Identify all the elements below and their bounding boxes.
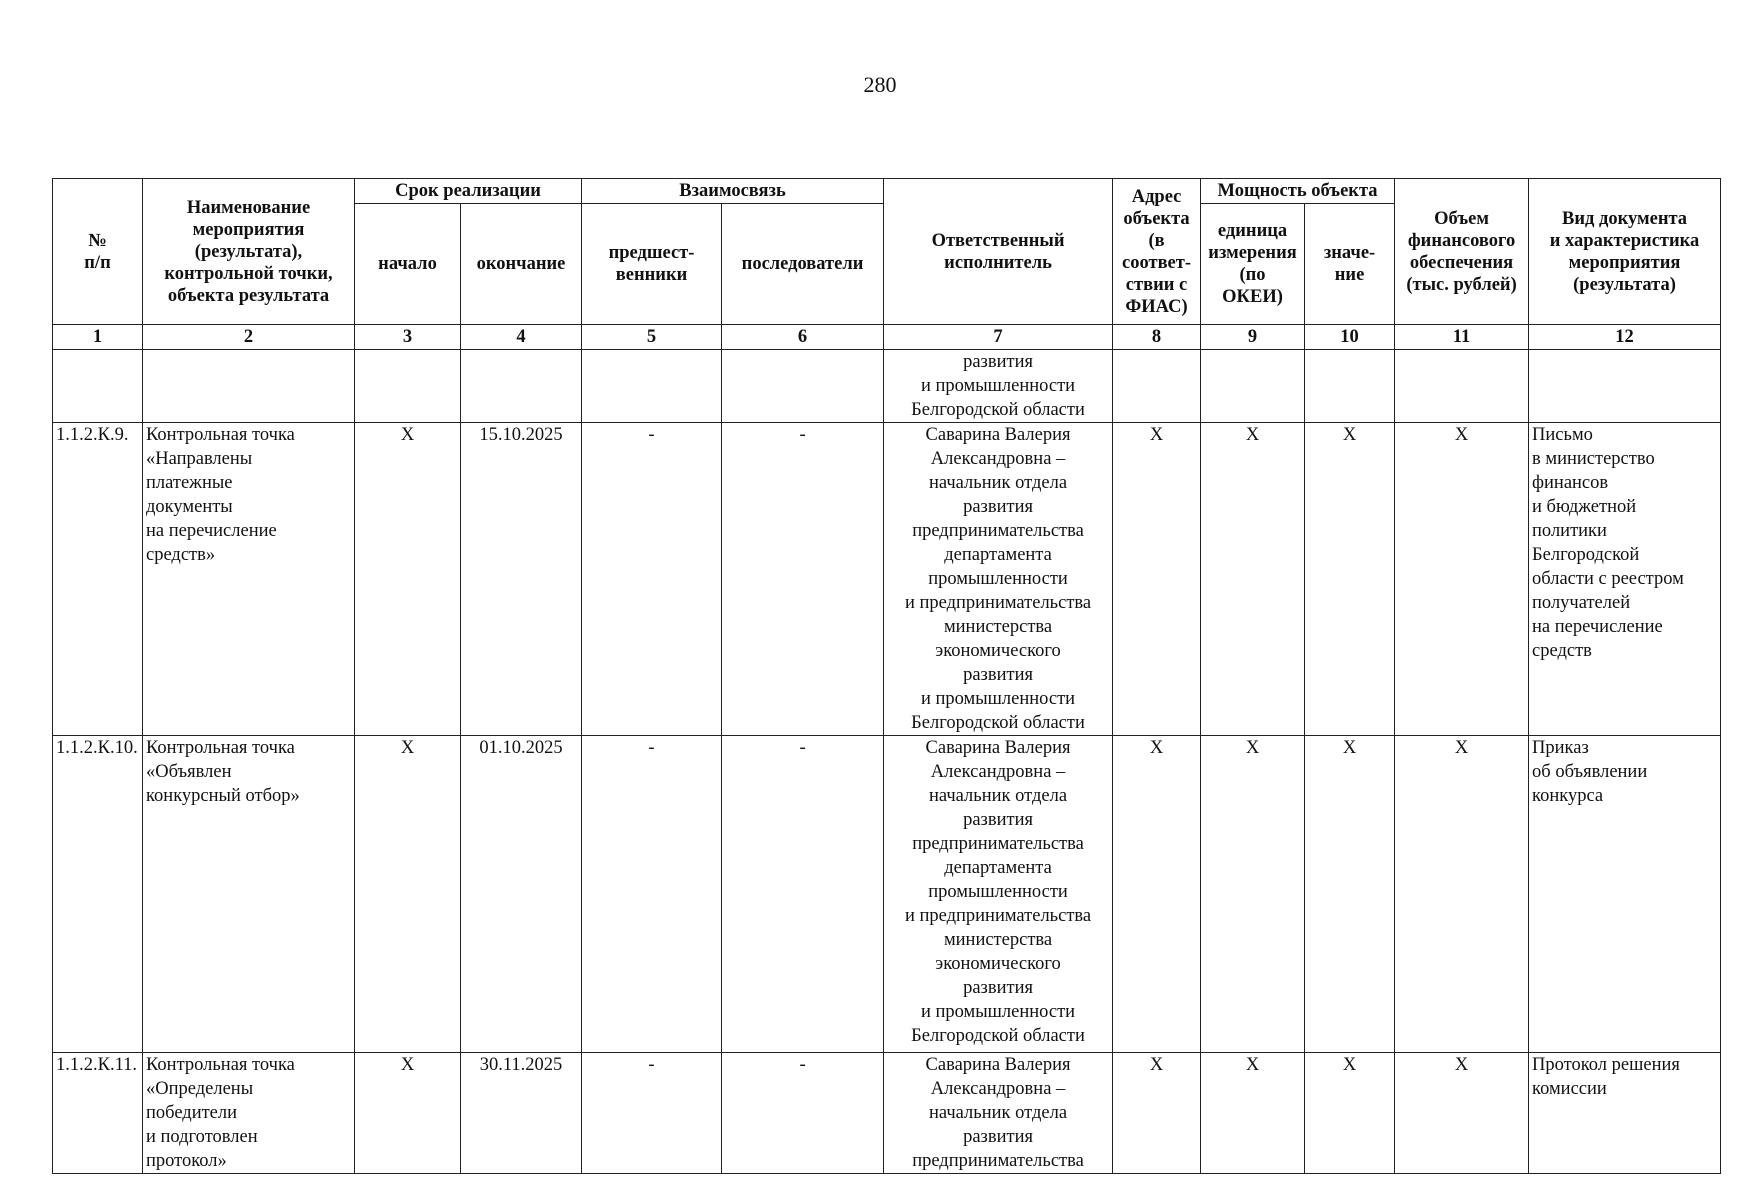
header-group-power: Мощность объекта (1201, 179, 1395, 204)
cell-name: Контрольная точка «Объявлен конкурсный отбор» (143, 736, 355, 1053)
column-number: 4 (461, 325, 582, 350)
header-name: Наименование мероприятия (результата), контрольной точки, объекта результата (143, 179, 355, 325)
cell-start: X (355, 1053, 461, 1174)
cell-number: 1.1.2.К.10. (53, 736, 143, 1053)
cell-unit: X (1201, 423, 1305, 736)
header-number: № п/п (53, 179, 143, 325)
column-number: 3 (355, 325, 461, 350)
table-body (53, 350, 1721, 1174)
cell-finance: X (1395, 1053, 1529, 1174)
header-unit: единица измерения (по ОКЕИ) (1201, 204, 1305, 325)
header-finance: Объем финансового обеспечения (тыс. рублей) (1395, 179, 1529, 325)
header-group-link: Взаимосвязь (582, 179, 884, 204)
cell-unit (1201, 350, 1305, 423)
cell-predecessors: - (582, 423, 722, 736)
header-responsible: Ответственный исполнитель (884, 179, 1113, 325)
table-row (53, 1053, 1721, 1174)
cell-finance: X (1395, 423, 1529, 736)
cell-successors: - (722, 423, 884, 736)
cell-finance: X (1395, 736, 1529, 1053)
cell-address (1113, 350, 1201, 423)
cell-address: X (1113, 736, 1201, 1053)
cell-responsible: Саварина Валерия Александровна – начальник отдела развития предпринимательства департамента промышленности и предпринимательства министерства экономического развития и промышленности Белгородской области (884, 736, 1113, 1053)
table-row (53, 736, 1721, 1053)
cell-document: Письмо в министерство финансов и бюджетной политики Белгородской области с реестром получателей на перечисление средств (1529, 423, 1721, 736)
table-header (53, 179, 1721, 350)
header-group-term: Срок реализации (355, 179, 582, 204)
cell-address: X (1113, 1053, 1201, 1174)
cell-number: 1.1.2.К.9. (53, 423, 143, 736)
header-document: Вид документа и характеристика мероприятия (результата) (1529, 179, 1721, 325)
cell-end: 30.11.2025 (461, 1053, 582, 1174)
cell-value: X (1305, 423, 1395, 736)
cell-number (53, 350, 143, 423)
header-start: начало (355, 204, 461, 325)
cell-successors (722, 350, 884, 423)
cell-name: Контрольная точка «Определены победители и подготовлен протокол» (143, 1053, 355, 1174)
cell-responsible: Саварина Валерия Александровна – начальник отдела развития предпринимательства (884, 1053, 1113, 1174)
cell-responsible: развития и промышленности Белгородской области (884, 350, 1113, 423)
cell-name: Контрольная точка «Направлены платежные документы на перечисление средств» (143, 423, 355, 736)
cell-end: 01.10.2025 (461, 736, 582, 1053)
header-successors: последователи (722, 204, 884, 325)
cell-start (355, 350, 461, 423)
cell-unit: X (1201, 1053, 1305, 1174)
column-number: 5 (582, 325, 722, 350)
cell-document: Протокол решения комиссии (1529, 1053, 1721, 1174)
column-number: 1 (53, 325, 143, 350)
table-row (53, 423, 1721, 736)
cell-address: X (1113, 423, 1201, 736)
column-number: 12 (1529, 325, 1721, 350)
cell-name (143, 350, 355, 423)
cell-predecessors: - (582, 736, 722, 1053)
cell-end: 15.10.2025 (461, 423, 582, 736)
header-predecessors: предшест- венники (582, 204, 722, 325)
column-number: 11 (1395, 325, 1529, 350)
column-number: 9 (1201, 325, 1305, 350)
header-end: окончание (461, 204, 582, 325)
cell-document (1529, 350, 1721, 423)
header-address: Адрес объекта (в соответ- ствии с ФИАС) (1113, 179, 1201, 325)
cell-value: X (1305, 1053, 1395, 1174)
cell-number: 1.1.2.К.11. (53, 1053, 143, 1174)
cell-predecessors: - (582, 1053, 722, 1174)
column-number: 10 (1305, 325, 1395, 350)
cell-start: X (355, 736, 461, 1053)
cell-responsible: Саварина Валерия Александровна – начальник отдела развития предпринимательства департамента промышленности и предпринимательства министерства экономического развития и промышленности Белгородской области (884, 423, 1113, 736)
cell-value (1305, 350, 1395, 423)
cell-document: Приказ об объявлении конкурса (1529, 736, 1721, 1053)
column-number: 2 (143, 325, 355, 350)
cell-successors: - (722, 736, 884, 1053)
cell-value: X (1305, 736, 1395, 1053)
column-number: 6 (722, 325, 884, 350)
cell-end (461, 350, 582, 423)
column-number: 7 (884, 325, 1113, 350)
cell-predecessors (582, 350, 722, 423)
cell-successors: - (722, 1053, 884, 1174)
cell-unit: X (1201, 736, 1305, 1053)
page-number: 280 (863, 72, 897, 97)
header-value: значе- ние (1305, 204, 1395, 325)
plan-table (52, 178, 1721, 1174)
column-numbers-row (53, 325, 1721, 350)
cell-finance (1395, 350, 1529, 423)
table-row (53, 350, 1721, 423)
cell-start: X (355, 423, 461, 736)
column-number: 8 (1113, 325, 1201, 350)
